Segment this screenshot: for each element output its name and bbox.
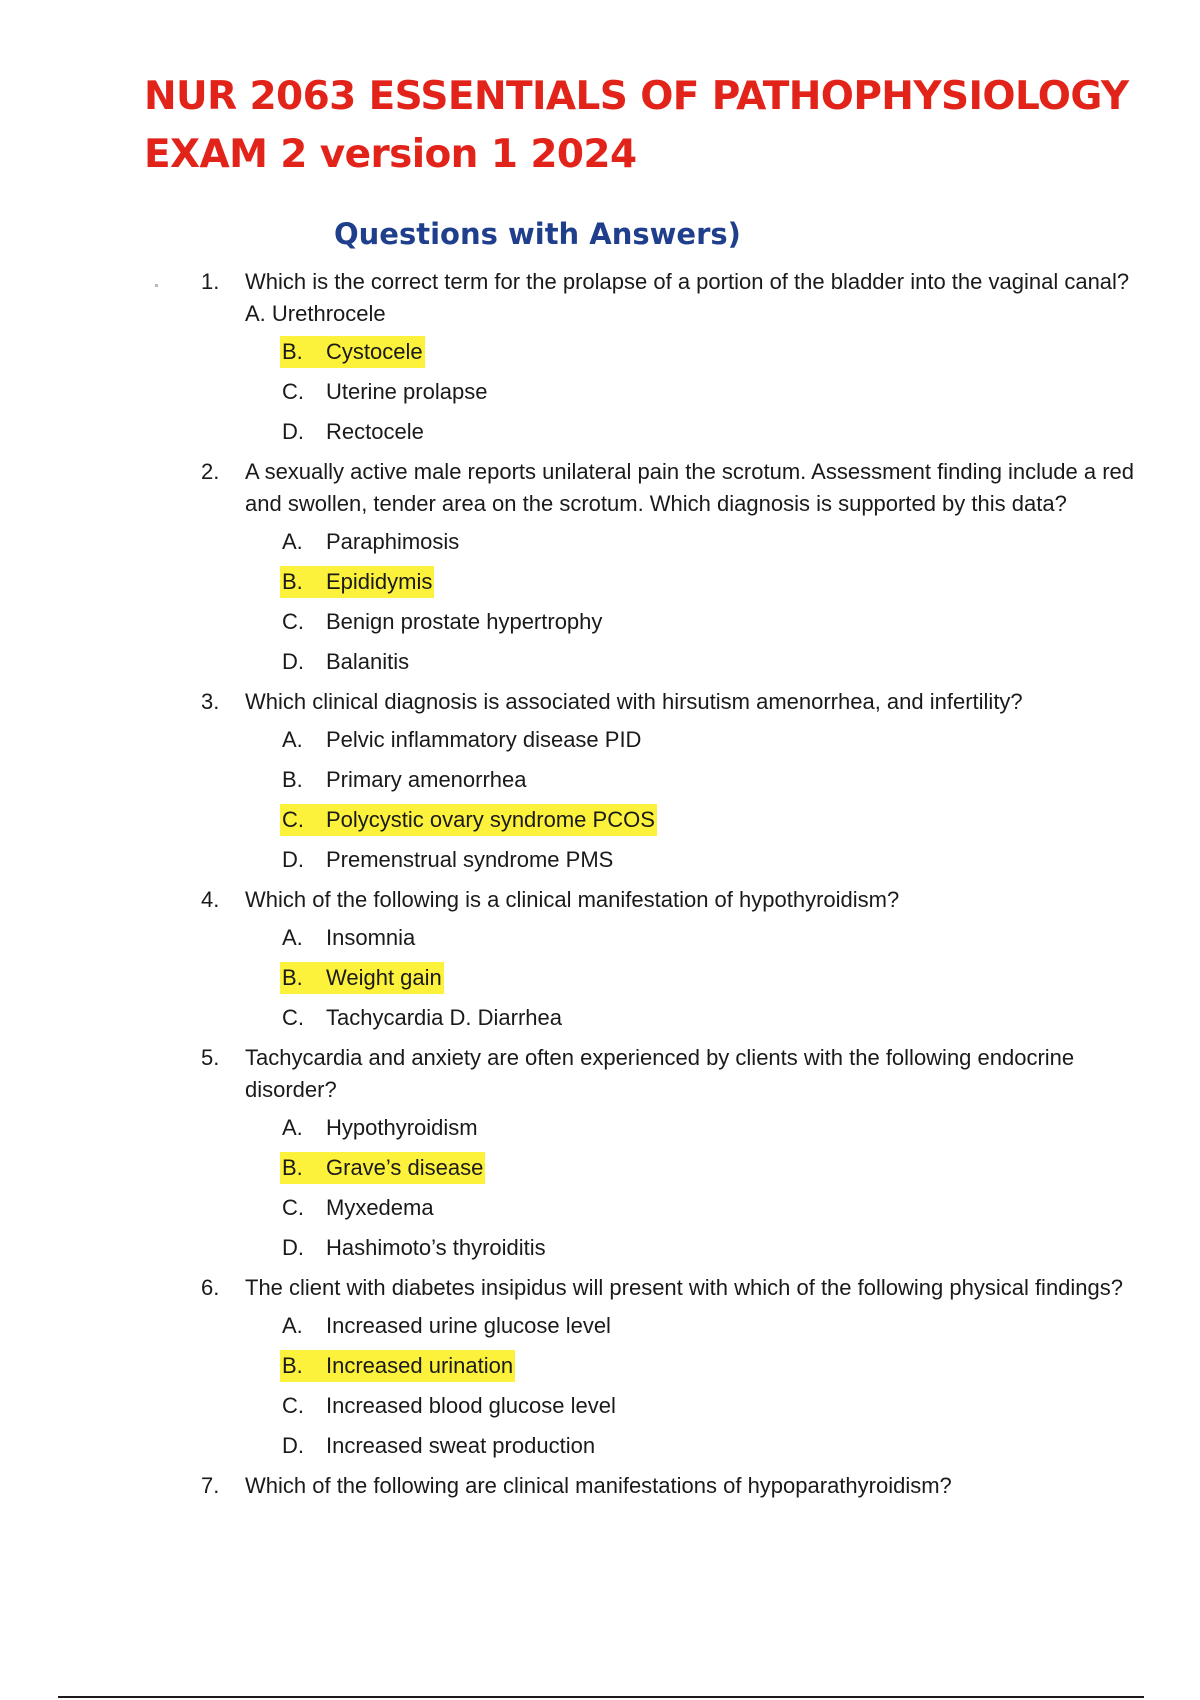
question-item	[0, 686, 1200, 884]
question-list	[0, 266, 1200, 1508]
highlighted-answer	[280, 1152, 485, 1184]
question-text: Which clinical diagnosis is associated with hirsutism amenorrhea, and infertility?	[245, 689, 1023, 714]
option-letter: C.	[282, 1393, 304, 1418]
option-text: Uterine prolapse	[326, 379, 488, 404]
option-text: Increased urine glucose level	[326, 1313, 611, 1338]
answer-option-correct	[0, 804, 1200, 844]
question-item	[0, 1470, 1200, 1502]
question-item	[0, 1042, 1200, 1272]
option-text: Pelvic inflammatory disease PID	[326, 727, 642, 752]
answer-option	[0, 922, 1200, 962]
option-text: Increased sweat production	[326, 1433, 596, 1458]
option-letter: A.	[282, 727, 303, 752]
answer-option-correct	[0, 336, 1200, 376]
question-item	[0, 1272, 1200, 1470]
highlighted-answer	[280, 1350, 515, 1382]
option-letter: C.	[282, 609, 304, 634]
question-number: 4.	[201, 887, 220, 912]
question-number: 1.	[201, 269, 220, 294]
answer-option	[0, 1192, 1200, 1232]
answer-option-correct	[0, 1152, 1200, 1192]
answer-option-correct	[0, 1350, 1200, 1390]
option-letter: A.	[282, 1115, 303, 1140]
bottom-divider	[58, 1696, 1144, 1698]
option-text: Paraphimosis	[326, 529, 460, 554]
option-content	[280, 526, 461, 558]
option-letter: D.	[282, 419, 304, 444]
answer-option	[0, 844, 1200, 884]
option-content	[280, 416, 426, 448]
question-text: A sexually active male reports unilateral pain the scrotum. Assessment finding include a red and swollen, tender area on the scrotum. Which diagnosis is supported by this data?	[245, 459, 1135, 516]
option-text: Cystocele	[326, 339, 423, 364]
option-text: Tachycardia D. Diarrhea	[326, 1005, 562, 1030]
question-number: 7.	[201, 1473, 220, 1498]
answer-option	[0, 1002, 1200, 1042]
question-stem	[0, 1272, 1150, 1304]
answer-option-correct	[0, 962, 1200, 1002]
option-letter: C.	[282, 1005, 304, 1030]
option-content	[280, 1430, 597, 1462]
question-text: Which of the following are clinical manifestations of hypoparathyroidism?	[245, 1473, 952, 1498]
answer-option	[0, 1112, 1200, 1152]
highlighted-answer	[280, 962, 444, 994]
option-content	[280, 1310, 613, 1342]
option-letter: D.	[282, 1235, 304, 1260]
document-subtitle: Questions with Answers)	[334, 217, 741, 251]
question-stem	[0, 1470, 1150, 1502]
option-letter: B.	[282, 965, 303, 990]
answer-option	[0, 376, 1200, 416]
option-text: Balanitis	[326, 649, 410, 674]
option-letter: B.	[282, 569, 303, 594]
option-letter: C.	[282, 379, 304, 404]
option-content	[280, 1192, 436, 1224]
question-number: 6.	[201, 1275, 220, 1300]
option-letter: D.	[282, 1433, 304, 1458]
answer-option	[0, 1310, 1200, 1350]
option-content	[280, 1002, 564, 1034]
option-content	[280, 646, 411, 678]
answer-option	[0, 1232, 1200, 1272]
option-text: Hypothyroidism	[326, 1115, 478, 1140]
option-content	[280, 922, 417, 954]
option-text: Epididymis	[326, 569, 433, 594]
question-text: Which is the correct term for the prolapse of a portion of the bladder into the vaginal canal? A. Urethrocele	[245, 269, 1130, 326]
answer-option	[0, 1430, 1200, 1470]
option-letter: A.	[282, 925, 303, 950]
option-text: Insomnia	[326, 925, 416, 950]
title-line-2: EXAM 2 version 1 2024	[144, 132, 637, 177]
document-title	[144, 68, 1129, 184]
answer-option	[0, 1390, 1200, 1430]
question-item	[0, 884, 1200, 1042]
option-letter: B.	[282, 1155, 303, 1180]
option-text: Rectocele	[326, 419, 424, 444]
option-letter: D.	[282, 847, 304, 872]
option-content	[280, 844, 615, 876]
answer-option	[0, 764, 1200, 804]
option-text: Hashimoto’s thyroiditis	[326, 1235, 546, 1260]
option-text: Increased blood glucose level	[326, 1393, 616, 1418]
option-letter: D.	[282, 649, 304, 674]
option-content	[280, 1232, 548, 1264]
option-text: Premenstrual syndrome PMS	[326, 847, 614, 872]
option-text: Polycystic ovary syndrome PCOS	[326, 807, 655, 832]
title-line-1: NUR 2063 ESSENTIALS OF PATHOPHYSIOLOGY	[144, 74, 1129, 119]
question-number: 2.	[201, 459, 220, 484]
question-stem	[0, 686, 1150, 718]
option-letter: C.	[282, 1195, 304, 1220]
question-stem	[0, 884, 1150, 916]
option-content	[280, 724, 643, 756]
option-content	[280, 764, 529, 796]
question-item	[0, 456, 1200, 686]
question-stem	[0, 1042, 1150, 1106]
option-content	[280, 1390, 618, 1422]
option-text: Grave’s disease	[326, 1155, 484, 1180]
answer-option	[0, 526, 1200, 566]
question-text: Tachycardia and anxiety are often experienced by clients with the following endocrine disorder?	[245, 1045, 1075, 1102]
highlighted-answer	[280, 336, 425, 368]
answer-option	[0, 416, 1200, 456]
option-letter: B.	[282, 1353, 303, 1378]
answer-option	[0, 724, 1200, 764]
option-letter: A.	[282, 1313, 303, 1338]
question-item	[0, 266, 1200, 456]
option-content	[280, 1112, 480, 1144]
question-text: The client with diabetes insipidus will present with which of the following physical findings?	[245, 1275, 1124, 1300]
highlighted-answer	[280, 804, 657, 836]
option-text: Myxedema	[326, 1195, 434, 1220]
question-number: 5.	[201, 1045, 220, 1070]
question-stem	[0, 456, 1150, 520]
highlighted-answer	[280, 566, 434, 598]
question-text: Which of the following is a clinical manifestation of hypothyroidism?	[245, 887, 900, 912]
option-content	[280, 376, 489, 408]
option-letter: C.	[282, 807, 304, 832]
option-letter: B.	[282, 767, 303, 792]
option-text: Primary amenorrhea	[326, 767, 527, 792]
option-letter: B.	[282, 339, 303, 364]
option-text: Increased urination	[326, 1353, 514, 1378]
question-number: 3.	[201, 689, 220, 714]
answer-option	[0, 606, 1200, 646]
answer-option-correct	[0, 566, 1200, 606]
answer-option	[0, 646, 1200, 686]
question-stem	[0, 266, 1150, 330]
option-content	[280, 606, 604, 638]
option-letter: A.	[282, 529, 303, 554]
option-text: Benign prostate hypertrophy	[326, 609, 603, 634]
option-text: Weight gain	[326, 965, 442, 990]
